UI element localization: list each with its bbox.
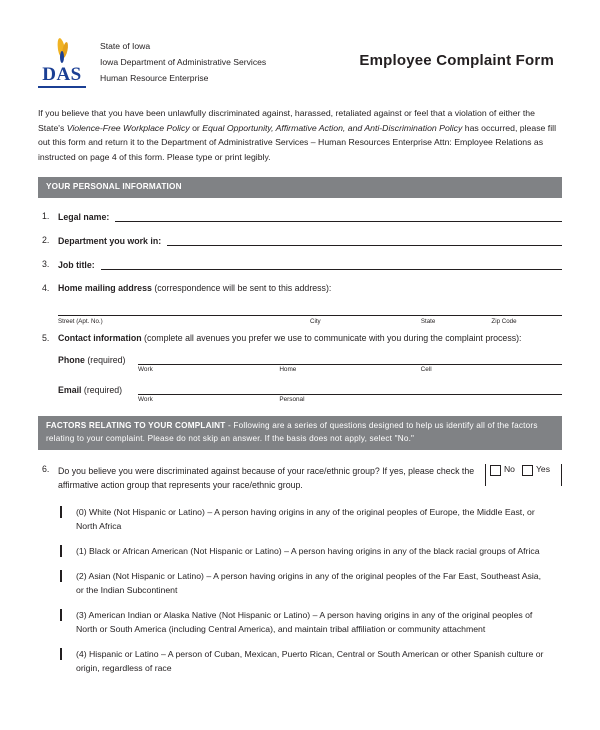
field-home-mailing-address — [38, 283, 562, 325]
agency-line-1: State of Iowa — [100, 41, 151, 51]
page-title: Employee Complaint Form — [359, 52, 554, 69]
caption-phone-cell: Cell — [420, 366, 432, 374]
contact-note: (complete all avenues you prefer we use to communicate with you during the complaint process): — [141, 333, 522, 344]
caption-email-work: Work — [138, 396, 153, 404]
race-ethnic-options — [38, 505, 562, 676]
phone-captions — [138, 366, 562, 373]
list-item — [38, 544, 562, 558]
phone-label-text: Phone — [58, 355, 85, 366]
section-bar-factors — [38, 416, 562, 449]
phone-required: (required) — [84, 355, 126, 366]
flame-icon — [38, 38, 86, 64]
mailing-note: (correspondence will be sent to this address): — [151, 283, 332, 294]
caption-state: State — [420, 318, 436, 326]
caption-phone-home: Home — [279, 366, 297, 374]
field-department — [38, 235, 562, 246]
option-3-checkbox[interactable] — [60, 609, 62, 621]
field-label: Department you work in: — [58, 236, 162, 247]
form-header — [38, 36, 562, 88]
option-2-checkbox[interactable] — [60, 570, 62, 582]
option-1-label: (1) Black or African American (Not Hispanic or Latino) – A person having origins in any of the black racial groups of Africa — [76, 545, 540, 556]
option-0-checkbox[interactable] — [60, 506, 62, 518]
department-input[interactable] — [167, 235, 562, 246]
intro-part-3: has occurred, please fill out this form and return it to the Department of Administrative Services – Human Resources Enterprise Attn: Employee Relations as instructed on page 4 of this form. Please type or print legibly. — [38, 122, 557, 162]
intro-part-1: If you believe that you have been unlawfully discriminated against, harassed, retaliated against or feel that a violation of either the State's — [38, 108, 535, 133]
option-2-label: (2) Asian (Not Hispanic or Latino) – A person having origins in any of the original peoples of the Far East, Southeast Asia, or the Indian Subcontinent — [76, 570, 542, 596]
list-item — [38, 608, 562, 636]
contact-phone-row — [58, 352, 562, 373]
field-legal-name — [38, 211, 562, 222]
intro-italic-1: Violence-Free Workplace Policy — [66, 122, 190, 133]
caption-city: City — [310, 318, 321, 326]
field-contact-information — [38, 333, 562, 403]
email-input[interactable] — [138, 382, 562, 395]
option-4-checkbox[interactable] — [60, 648, 62, 660]
option-4-label: (4) Hispanic or Latino – A person of Cuban, Mexican, Puerto Rican, Central or South American or other Spanish culture or origin, regardless of race — [76, 649, 544, 674]
phone-label — [58, 355, 138, 365]
email-label-text: Email — [58, 385, 82, 396]
list-item — [38, 505, 562, 533]
caption-phone-work: Work — [138, 366, 153, 374]
option-0-label: (0) White (Not Hispanic or Latino) – A person having origins in any of the original peoples of Europe, the Middle East, or North Africa — [76, 506, 535, 531]
email-required: (required) — [81, 385, 123, 396]
field-label: Legal name: — [58, 212, 110, 223]
no-checkbox[interactable] — [490, 465, 501, 476]
caption-email-personal: Personal — [279, 396, 305, 404]
caption-email-blank — [421, 396, 562, 403]
factors-bar-normal: - Following are a series of questions designed to help us identify all of the factors relating to your complaint. Please do not skip an answer. If the basis does not apply, select "No." — [46, 421, 538, 443]
email-label — [58, 385, 138, 395]
caption-street: Street (Apt. No.) — [58, 318, 103, 326]
intro-paragraph — [38, 106, 562, 164]
agency-lines — [100, 36, 266, 87]
intro-part-2: or — [189, 122, 203, 133]
question-text: Do you believe you were discriminated against because of your race/ethnic group? If yes, please check the affirmative action group that represents your race/ethnic group. — [58, 465, 475, 490]
intro-italic-2: Equal Opportunity, Affirmative Action, and Anti-Discrimination Policy — [202, 122, 463, 133]
logo-text: DAS — [42, 64, 82, 85]
address-captions — [58, 318, 562, 325]
email-captions — [138, 396, 562, 403]
yes-checkbox[interactable] — [522, 465, 533, 476]
contact-label: Contact information — [58, 333, 142, 344]
phone-input[interactable] — [138, 352, 562, 365]
field-label: Job title: — [58, 260, 95, 271]
agency-line-2: Iowa Department of Administrative Services — [100, 56, 267, 67]
das-logo — [38, 36, 86, 88]
legal-name-input[interactable] — [115, 211, 562, 222]
address-input[interactable] — [58, 299, 562, 316]
agency-line-3: Human Resource Enterprise — [100, 72, 209, 83]
factors-bar-bold: FACTORS RELATING TO YOUR COMPLAINT — [46, 421, 226, 431]
logo-rule — [38, 86, 86, 88]
section-bar-personal-information: YOUR PERSONAL INFORMATION — [38, 177, 562, 198]
list-item — [38, 647, 562, 675]
contact-email-row — [58, 382, 562, 403]
caption-zip: Zip Code — [491, 318, 517, 326]
yes-no-group — [485, 464, 562, 486]
question-number: 6. — [42, 463, 50, 474]
question-6 — [38, 464, 562, 492]
list-item — [38, 569, 562, 597]
no-label: No — [503, 463, 515, 474]
option-3-label: (3) American Indian or Alaska Native (Not Hispanic or Latino) – A person having origins in any of the original peoples of North or South America (including Central America), and maintain tribal affiliation or community attachment — [76, 610, 533, 635]
field-number: 3. — [42, 259, 50, 270]
field-number: 1. — [42, 211, 50, 222]
field-number: 2. — [42, 235, 50, 246]
job-title-input[interactable] — [101, 259, 562, 270]
mailing-label: Home mailing address — [58, 283, 152, 294]
field-job-title — [38, 259, 562, 270]
option-1-checkbox[interactable] — [60, 545, 62, 557]
field-number: 4. — [42, 283, 50, 294]
field-number: 5. — [42, 333, 50, 344]
yes-label: Yes — [535, 463, 550, 474]
